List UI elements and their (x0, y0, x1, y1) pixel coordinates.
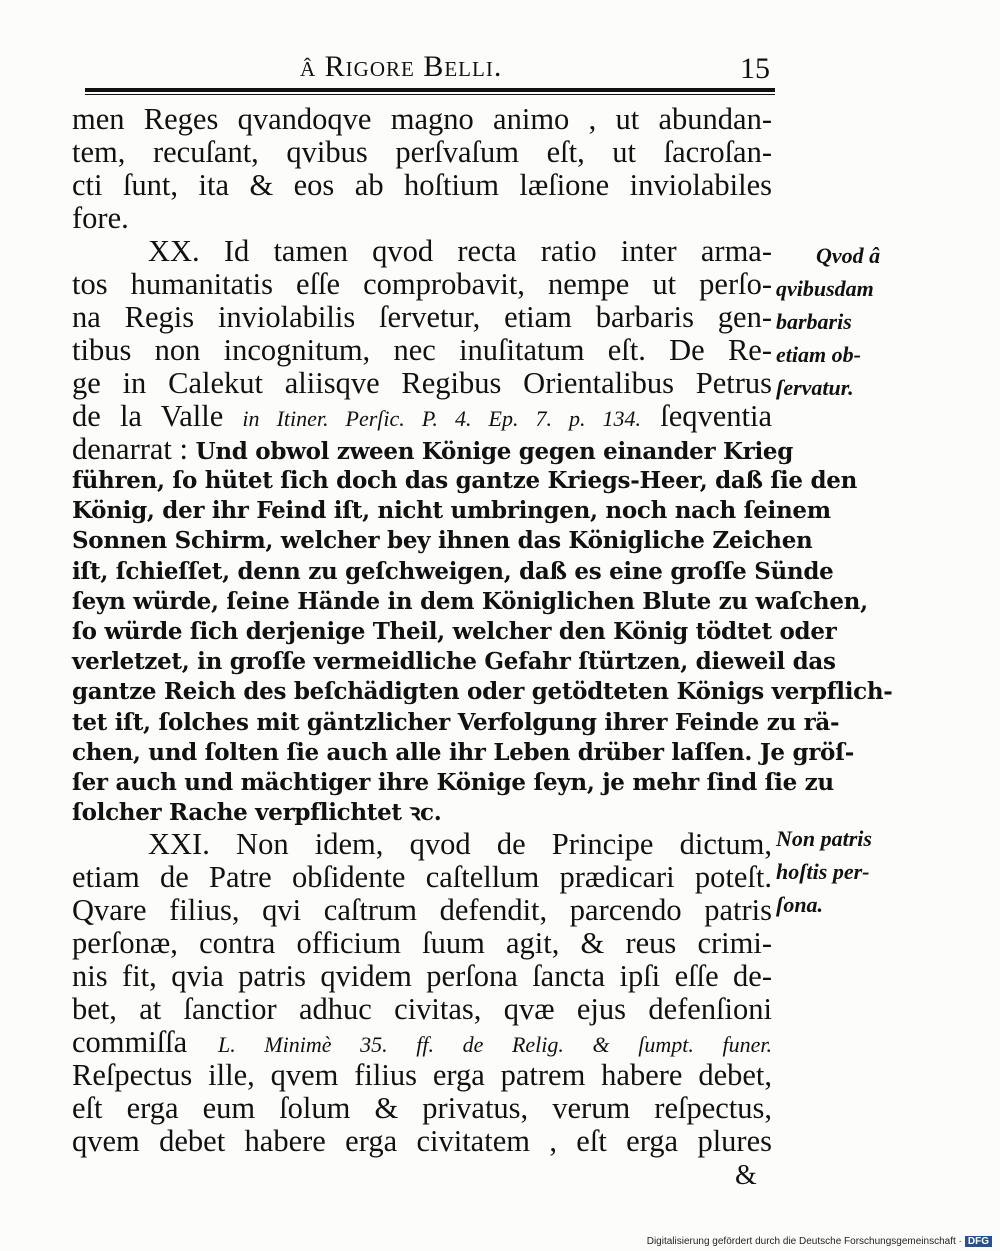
text-line: Reſpectus ille, qvem filius erga patrem habere debet, (72, 1058, 772, 1093)
margin-note-line: Non patris (776, 826, 872, 851)
text-line: ge in Calekut aliisqve Regibus Orientalibus Petrus (72, 366, 772, 400)
fraktur-line: iſt, ſchieſſet, denn zu geſchweigen, daß es eine groſſe Sünde (72, 557, 834, 585)
margin-note-line: hoſtis per- (776, 859, 870, 884)
fraktur-line: ſer auch und mächtiger ihre Könige ſeyn, je mehr ſind ſie zu (72, 768, 834, 796)
text-segment: denarrat : (72, 432, 188, 466)
margin-note-xx (776, 239, 926, 404)
header-rule-thin (85, 94, 775, 95)
dfg-logo: DFG (965, 1236, 992, 1247)
catchword: & (735, 1160, 757, 1191)
margin-note-line: etiam ob- (776, 342, 861, 367)
text-line: cti ſunt, ita & eos ab hoſtium læſione inviolabiles (72, 168, 772, 202)
margin-note-xxi (776, 822, 926, 921)
text-line-quote-start (72, 432, 794, 466)
digitization-footer (647, 1236, 992, 1247)
fraktur-line: führen, ſo hütet ſich doch das gantze Kriegs-Heer, daß ſie den (72, 467, 857, 494)
text-segment: commiſſa (72, 1025, 188, 1060)
fraktur-line: ſo würde ſich derjenige Theil, welcher den König tödtet oder (72, 617, 837, 645)
text-line-citation (72, 400, 772, 433)
text-line: qvem debet habere erga civitatem , eſt erga plures (72, 1124, 772, 1159)
text-line: bet, at ſanctior adhuc civitas, qvæ ejus defenſioni (72, 992, 772, 1027)
fraktur-quote: Und obwol zween Könige gegen einander Krieg (195, 438, 794, 465)
citation-italic: in Itiner. Perſic. P. 4. Ep. 7. p. 134. (242, 406, 642, 431)
margin-note-line: ſervatur. (776, 375, 854, 400)
text-line: na Regis inviolabilis ſervetur, etiam barbaris gen- (72, 300, 772, 334)
fraktur-line: ſeyn würde, ſeine Hände in dem Königlichen Blute zu waſchen, (72, 587, 868, 615)
text-line: tos humanitatis eſſe comprobavit, nempe ut perſo- (72, 267, 772, 301)
margin-note-line: ſona. (776, 892, 824, 917)
text-line: tibus non incognitum, nec inuſitatum eſt. De Re- (72, 333, 772, 367)
citation-italic: L. Minimè 35. ff. de Relig. & ſumpt. funer. (217, 1032, 772, 1058)
footer-text: Digitalisierung gefördert durch die Deutsche Forschungsgemeinschaft · (646, 1236, 962, 1247)
page-number: 15 (740, 52, 770, 85)
text-line: men Reges qvandoqve magno animo , ut abundan- (72, 102, 772, 136)
margin-note-line: barbaris (776, 309, 852, 334)
fraktur-line: ſolcher Rache verpflichtet ꝛc. (72, 799, 442, 827)
running-title: â Rigore Belli. (300, 50, 503, 83)
text-line: perſonæ, contra officium ſuum agit, & reus crimi- (72, 926, 772, 961)
fraktur-line: chen, und ſolten ſie auch alle ihr Leben drüber laſſen. Je gröſ- (72, 738, 854, 766)
margin-note-line: Qvod â (816, 243, 881, 268)
fraktur-line: verletzet, in groſſe vermeidliche Gefahr ſtürtzen, dieweil das (72, 648, 836, 676)
page-header (80, 50, 770, 90)
text-line: etiam de Patre obſidente caſtellum prædicari poteſt. (72, 860, 772, 895)
section-xx-start: XX. Id tamen qvod recta ratio inter arma- (148, 234, 772, 268)
text-segment: de la Valle (72, 399, 224, 433)
fraktur-line: gantze Reich des beſchädigten oder getödteten Königs verpflich- (72, 678, 893, 706)
text-line: nis fit, qvia patris qvidem perſona ſancta ipſi eſſe de- (72, 959, 772, 994)
text-line-citation (72, 1026, 772, 1059)
section-xxi-start: XXI. Non idem, qvod de Principe dictum, (148, 827, 772, 862)
text-segment: ſeqventia (660, 399, 773, 433)
margin-note-line: qvibusdam (776, 276, 874, 301)
text-line: eſt erga eum ſolum & privatus, verum reſpectus, (72, 1091, 772, 1126)
text-line: Qvare filius, qvi caſtrum defendit, parcendo patris (72, 893, 772, 928)
text-line: fore. (72, 201, 129, 235)
text-line: tem, recuſant, qvibus perſvaſum eſt, ut ſacroſan- (72, 135, 772, 169)
fraktur-line: Sonnen Schirm, welcher bey ihnen das Königliche Zeichen (72, 527, 813, 555)
fraktur-line: tet iſt, ſolches mit gäntzlicher Verfolgung ihrer Feinde zu rä- (72, 708, 840, 736)
header-rule (85, 88, 775, 92)
fraktur-line: König, der ihr Feind iſt, nicht umbringen, noch nach ſeinem (72, 497, 831, 525)
